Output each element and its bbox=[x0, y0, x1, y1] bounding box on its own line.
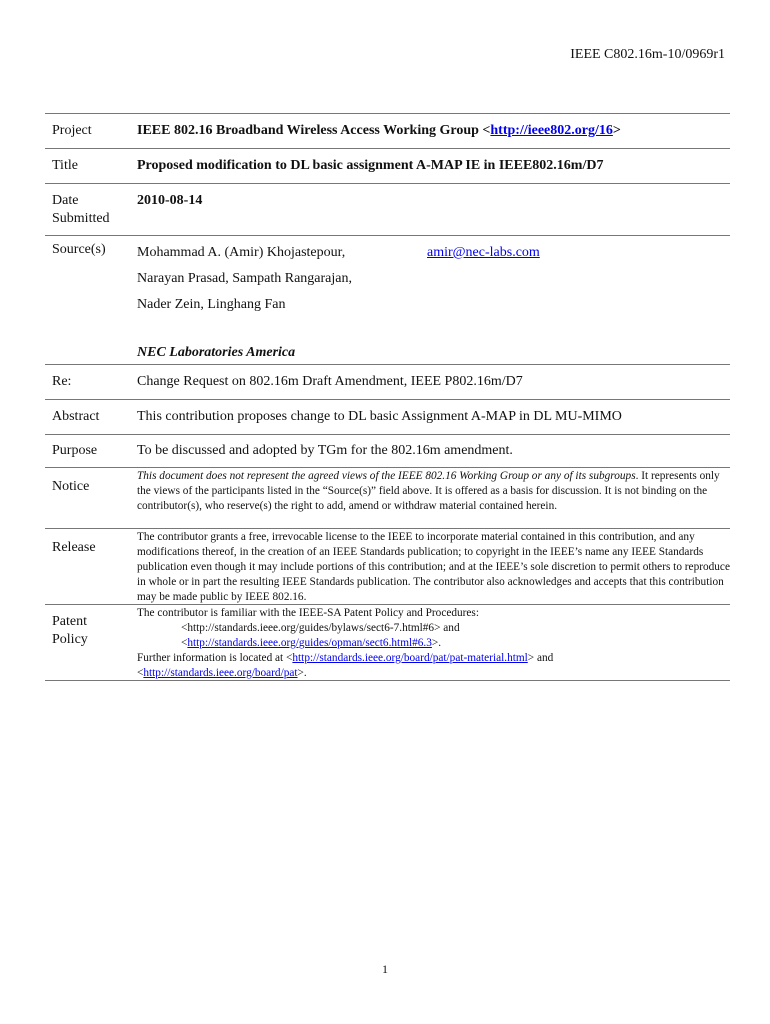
patent-policy-value: The contributor is familiar with the IEEE-SA Patent Policy and Procedures: <http://standards.ieee.org/guides/bylaws/sect6-7.html#6> and <http://standards.ieee.org/guides/opman/sect6.html#6.3>. Further information is located at <http://standards.ieee.org/board/pat/pat-material.html> and <http://standards.ieee.org/board/pat>. bbox=[137, 605, 730, 680]
source-value bbox=[137, 236, 730, 364]
bylaws-reference: <http://standards.ieee.org/guides/bylaws/sect6-7.html#6> and bbox=[181, 622, 460, 634]
page-number: 1 bbox=[382, 962, 388, 976]
row-patent-policy bbox=[45, 605, 730, 681]
row-abstract bbox=[45, 400, 730, 435]
document-id: IEEE C802.16m-10/0969r1 bbox=[570, 47, 725, 62]
organization: NEC Laboratories America bbox=[137, 345, 296, 360]
purpose-value: To be discussed and adopted by TGm for the 802.16m amendment. bbox=[137, 443, 513, 458]
author-line-2: Narayan Prasad, Sampath Rangarajan, bbox=[137, 271, 352, 286]
patent-policy-label: Patent Policy bbox=[52, 614, 88, 647]
source-label: Source(s) bbox=[52, 242, 106, 257]
row-title bbox=[45, 149, 730, 184]
row-project bbox=[45, 114, 730, 149]
cover-table bbox=[45, 113, 730, 681]
row-notice bbox=[45, 468, 730, 529]
notice-label: Notice bbox=[52, 479, 90, 494]
abstract-label: Abstract bbox=[52, 409, 100, 424]
pat-material-link[interactable]: http://standards.ieee.org/board/pat/pat-material.html bbox=[292, 652, 528, 664]
project-label: Project bbox=[52, 123, 92, 138]
project-value: IEEE 802.16 Broadband Wireless Access Working Group <http://ieee802.org/16> bbox=[137, 123, 621, 138]
email-link[interactable]: amir@nec-labs.com bbox=[427, 245, 540, 260]
row-date bbox=[45, 184, 730, 236]
board-pat-link[interactable]: http://standards.ieee.org/board/pat bbox=[143, 667, 298, 679]
opman-link[interactable]: http://standards.ieee.org/guides/opman/sect6.html#6.3 bbox=[187, 637, 432, 649]
re-value: Change Request on 802.16m Draft Amendment, IEEE P802.16m/D7 bbox=[137, 374, 523, 389]
title-label: Title bbox=[52, 158, 78, 173]
release-label: Release bbox=[52, 540, 96, 555]
row-re bbox=[45, 365, 730, 400]
row-release bbox=[45, 529, 730, 605]
project-link[interactable]: http://ieee802.org/16 bbox=[490, 123, 613, 138]
author-line-3: Nader Zein, Linghang Fan bbox=[137, 297, 286, 312]
title-value: Proposed modification to DL basic assignment A-MAP IE in IEEE802.16m/D7 bbox=[137, 158, 604, 173]
abstract-value: This contribution proposes change to DL basic Assignment A-MAP in DL MU-MIMO bbox=[137, 409, 622, 424]
author-line-1: Mohammad A. (Amir) Khojastepour, bbox=[137, 245, 346, 260]
notice-value: This document does not represent the agreed views of the IEEE 802.16 Working Group or any of its subgroups. It represents only the views of the participants listed in the “Source(s)” field above. It is offered as a basis for discussion. It is not binding on the contributor(s), who reserve(s) the right to add, amend or withdraw material contained herein. bbox=[137, 470, 720, 512]
purpose-label: Purpose bbox=[52, 443, 98, 458]
re-label: Re: bbox=[52, 374, 72, 389]
row-purpose bbox=[45, 435, 730, 468]
date-label: Date Submitted bbox=[52, 193, 110, 226]
row-source bbox=[45, 236, 730, 365]
date-value: 2010-08-14 bbox=[137, 193, 203, 208]
release-value: The contributor grants a free, irrevocable license to the IEEE to incorporate material contained in this contribution, and any modifications thereof, in the creation of an IEEE Standards publication; to copyright in the IEEE’s name any IEEE Standards publication even though it may include portions of this contribution; and at the IEEE’s sole discretion to permit others to reproduce in whole or in part the resulting IEEE Standards publication. The contributor also acknowledges and accepts that this contribution may be made public by IEEE 802.16. bbox=[137, 531, 730, 603]
